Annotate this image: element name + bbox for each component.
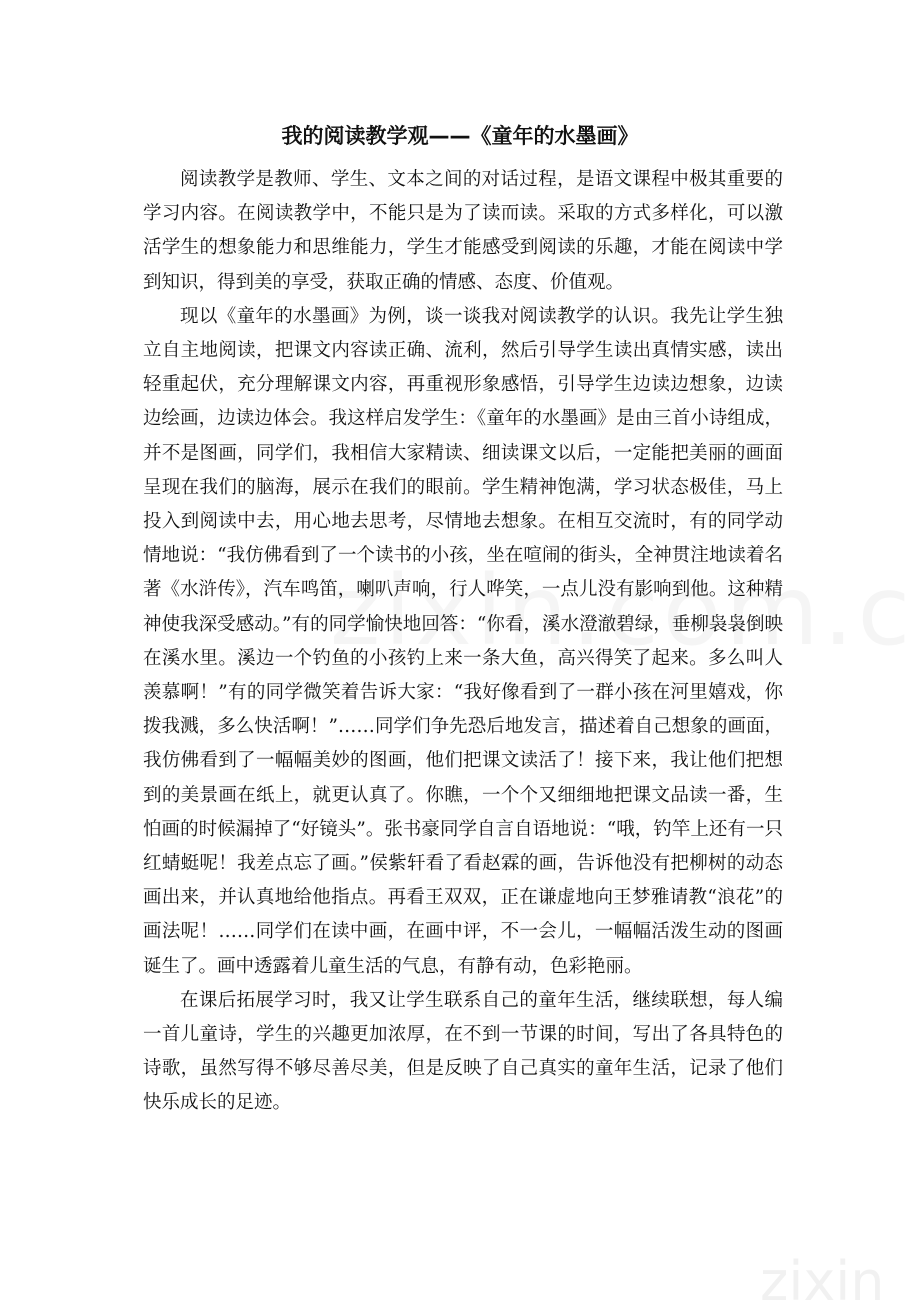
paragraph-example: 现以《童年的水墨画》为例，谈一谈我对阅读教学的认识。我先让学生独立自主地阅读，把课文内容读正确、流利，然后引导学生读出真情实感，读出轻重起伏，充分理解课文内容，再重视形象感悟，引导学生边读边想象，边读边绘画，边读边体会。我这样启发学生：《童年的水墨画》是由三首小诗组成，并不是图画，同学们，我相信大家精读、细读课文以后，一定能把美丽的画面呈现在我们的脑海，展示在我们的眼前。学生精神饱满，学习状态极佳，马上投入到阅读中去，用心地去思考，尽情地去想象。在相互交流时，有的同学动情地说：“我仿佛看到了一个读书的小孩，坐在喧闹的街头，全神贯注地读着名著《水浒传》，汽车鸣笛，喇叭声响，行人哗笑，一点儿没有影响到他。这种精神使我深受感动。”有的同学愉快地回答：“你看，溪水澄澈碧绿，垂柳袅袅倒映在溪水里。溪边一个钓鱼的小孩钓上来一条大鱼，高兴得笑了起来。多么叫人羡慕啊！”有的同学微笑着告诉大家：“我好像看到了一群小孩在河里嬉戏，你拨我溅，多么快活啊！”……同学们争先恐后地发言，描述着自己想象的画面，我仿佛看到了一幅幅美妙的图画，他们把课文读活了！接下来，我让他们把想到的美景画在纸上，就更认真了。你瞧，一个个又细细地把课文品读一番，生怕画的时候漏掉了“好镜头”。张书豪同学自言自语地说：“哦，钓竿上还有一只红蜻蜓呢！我差点忘了画。”侯紫轩看了看赵霖的画，告诉他没有把柳树的动态画出来，并认真地给他指点。再看王双双，正在谦虚地向王梦雅请教“浪花”的画法呢！……同学们在读中画，在画中评，不一会儿，一幅幅活泼生动的图画诞生了。画中透露着儿童生活的气息，有静有动，色彩艳丽。 [143,305,783,977]
watermark-corner-text: zixin [760,1250,885,1313]
document-title: 我的阅读教学观——《童年的水墨画》 [281,124,639,148]
paragraph-intro: 阅读教学是教师、学生、文本之间的对话过程，是语文课程中极其重要的学习内容。在阅读教学中，不能只是为了读而读。采取的方式多样化，可以激活学生的想象能力和思维能力，学生才能感受到阅读的乐趣，才能在阅读中学到知识，得到美的享受，获取正确的情感、态度、价值观。 [143,169,783,293]
paragraph-extension: 在课后拓展学习时，我又让学生联系自己的童年生活，继续联想，每人编一首儿童诗，学生的兴趣更加浓厚，在不到一节课的时间，写出了各具特色的诗歌，虽然写得不够尽善尽美，但是反映了自己真实的童年生活，记录了他们快乐成长的足迹。 [143,989,783,1114]
document-body [143,163,783,1121]
